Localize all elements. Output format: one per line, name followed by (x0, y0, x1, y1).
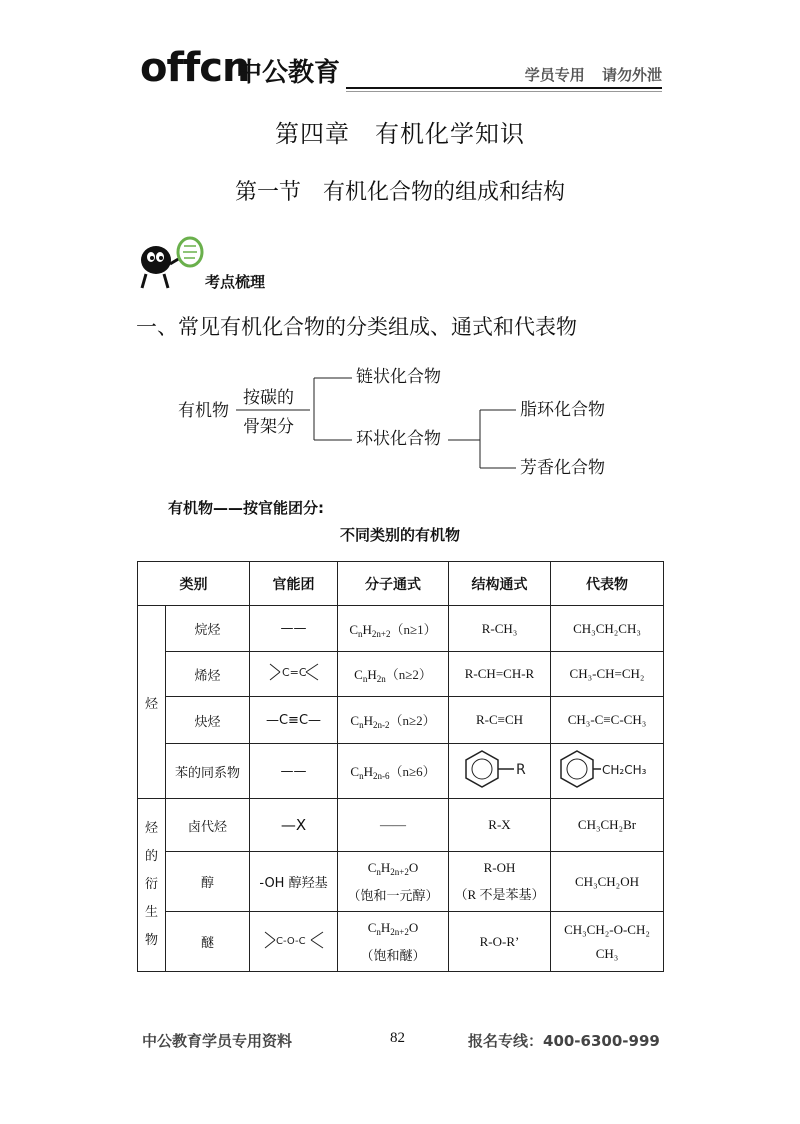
ethyl-label: CH₂CH₃ (602, 763, 647, 777)
row-example: CH₃CH₂Br (551, 799, 664, 852)
row-name: 炔烃 (166, 697, 250, 744)
benzene-r-icon (460, 747, 540, 791)
table-header-row (138, 562, 664, 606)
heading-1: 一、常见有机化合物的分类组成、通式和代表物 (136, 315, 577, 339)
tree-aromatic: 芳香化合物 (520, 458, 605, 478)
row-structure: R-O-R’ (449, 912, 551, 972)
row-func (250, 912, 338, 972)
row-func: —— (250, 606, 338, 652)
row-formula: $C_nH_{2n-6}(n\ge 6)$ (338, 744, 449, 799)
tree-chain: 链状化合物 (356, 367, 441, 387)
header-functional-group: 官能团 (250, 562, 338, 606)
group-hydrocarbon: 烃 (138, 606, 166, 799)
header-molecular-formula: 分子通式 (338, 562, 449, 606)
row-example: CH₃CH₂OH (551, 852, 664, 912)
row-structure: R-OH （R 不是苯基） (449, 852, 551, 912)
row-name: 烷烃 (166, 606, 250, 652)
mascot-icon (136, 236, 206, 292)
tree-by-label-top: 按碳的 (243, 388, 294, 408)
row-formula: $C_nH_{2n+2}(n\ge 1)$ (338, 606, 449, 652)
row-example: CH₃-CH=CH₂ (551, 652, 664, 697)
table-row (138, 799, 664, 852)
row-example: CH₃-C≡C-CH₃ (551, 697, 664, 744)
chapter-title: 第四章 有机化学知识 (275, 120, 525, 148)
table-row (138, 606, 664, 652)
func-group-label: 有机物——按官能团分: (168, 499, 324, 517)
group-derivative: 烃 的 衍 生 物 (138, 799, 166, 972)
row-func: —X (250, 799, 338, 852)
row-example: CH₃CH₂-O-CH₂ CH₃ (551, 912, 664, 972)
row-structure: R-X (449, 799, 551, 852)
section-title: 第一节 有机化合物的组成和结构 (234, 180, 565, 205)
row-name: 醇 (166, 852, 250, 912)
header-category: 类别 (138, 562, 250, 606)
table-row (138, 744, 664, 799)
row-name: 烯烃 (166, 652, 250, 697)
row-formula: $C_nH_{2n+2}O$ （饱和一元醇） (338, 852, 449, 912)
row-func: —— (250, 744, 338, 799)
row-structure: R-CH=CH-R (449, 652, 551, 697)
footer-left: 中公教育学员专用资料 (142, 1032, 293, 1050)
row-func: —C≡C— (250, 697, 338, 744)
header-notice: 学员专用 请勿外泄 (524, 66, 662, 84)
tree-alicyclic: 脂环化合物 (520, 400, 605, 420)
kaodian-label: 考点梳理 (205, 273, 266, 291)
row-name: 醚 (166, 912, 250, 972)
header-structural-formula: 结构通式 (449, 562, 551, 606)
ethylbenzene-icon (557, 747, 657, 791)
ether-bond-icon (261, 926, 327, 954)
tree-by-label-bottom: 骨架分 (243, 417, 294, 437)
row-formula: —— (338, 799, 449, 852)
organic-class-table (137, 561, 664, 972)
row-structure: R-C≡CH (449, 697, 551, 744)
table-row (138, 852, 664, 912)
footer-hotline: 报名专线：400-6300-999 (468, 1032, 660, 1050)
offcn-logo-mark: offcn (140, 45, 250, 91)
row-example (551, 744, 664, 799)
row-example: CH₃CH₂CH₃ (551, 606, 664, 652)
table-row (138, 652, 664, 697)
row-name: 卤代烃 (166, 799, 250, 852)
tree-ring: 环状化合物 (356, 429, 441, 449)
alkene-double-bond-icon (266, 658, 322, 686)
tree-connector-lines (230, 370, 530, 480)
tree-root: 有机物 (178, 401, 229, 421)
ether-text: C-O-C (275, 935, 306, 947)
header-representative: 代表物 (551, 562, 664, 606)
logo-chinese-name: 中公教育 (236, 58, 341, 88)
table-row (138, 697, 664, 744)
header-rule (346, 87, 662, 89)
row-formula: $C_nH_{2n}(n\ge 2)$ (338, 652, 449, 697)
alkene-text: C=C (281, 666, 307, 679)
row-structure: R-CH₃ (449, 606, 551, 652)
page-number: 82 (390, 1030, 405, 1046)
row-func (250, 652, 338, 697)
row-formula: $C_nH_{2n+2}O$ （饱和醚） (338, 912, 449, 972)
row-formula: $C_nH_{2n-2}(n\ge 2)$ (338, 697, 449, 744)
table-row (138, 912, 664, 972)
row-structure (449, 744, 551, 799)
header-rule-thin (346, 91, 662, 92)
row-func: -OH 醇羟基 (250, 852, 338, 912)
table-title: 不同类别的有机物 (339, 526, 460, 544)
benzene-r-label: R (515, 762, 526, 778)
row-name: 苯的同系物 (166, 744, 250, 799)
